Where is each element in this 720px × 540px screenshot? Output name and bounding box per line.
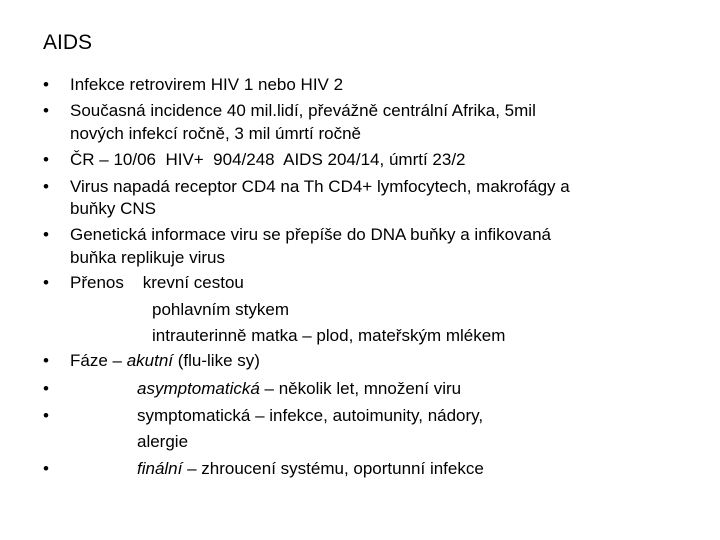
item-text [70,348,260,373]
bullet-dot: • [43,406,49,425]
item-text-part: – několik let, množení viru [259,379,462,398]
item-text: Genetická informace viru se přepíše do DNA buňky a infikovaná [70,225,551,244]
item-text: ČR – 10/06 HIV+ 904/248 AIDS 204/14, úmrtí 23/2 [70,150,466,169]
item-text: Virus napadá receptor CD4 na Th CD4+ lymfocytech, makrofágy a [70,177,570,196]
item-text: buňka replikuje virus [70,248,225,267]
bullet-dot: • [43,459,49,478]
item-text: Přenos krevní cestou [70,273,244,292]
bullet-dot: • [43,273,49,292]
bullet-dot: • [43,351,49,370]
item-text: symptomatická – infekce, autoimunity, nádory, [137,406,484,425]
item-text-emphasis: akutní [126,351,174,370]
item-text: pohlavním stykem [152,300,289,319]
item-text-part: Fáze – [70,351,127,370]
item-text: alergie [137,432,189,451]
item-text: nových infekcí ročně, 3 mil úmrtí ročně [70,124,362,143]
bullet-dot: • [43,177,49,196]
item-text: Současná incidence 40 mil.lidí, převážně centrální Afrika, 5mil [70,101,536,120]
item-text-part: (flu-like sy) [173,351,260,370]
bullet-dot: • [43,225,49,244]
item-text: Infekce retrovirem HIV 1 nebo HIV 2 [70,75,344,94]
item-text: buňky CNS [70,199,156,218]
bullet-dot: • [43,75,49,94]
item-text: intrauterinně matka – plod, mateřským mlékem [152,326,506,345]
slide-title: AIDS [43,31,93,54]
item-text-part: – zhroucení systému, oportunní infekce [182,459,484,478]
bullet-dot: • [43,379,49,398]
item-text-emphasis: asymptomatická [137,379,260,398]
bullet-dot: • [43,150,49,169]
item-text [137,456,484,481]
item-text [137,376,461,401]
bullet-dot: • [43,101,49,120]
item-text-emphasis: finální [137,459,183,478]
